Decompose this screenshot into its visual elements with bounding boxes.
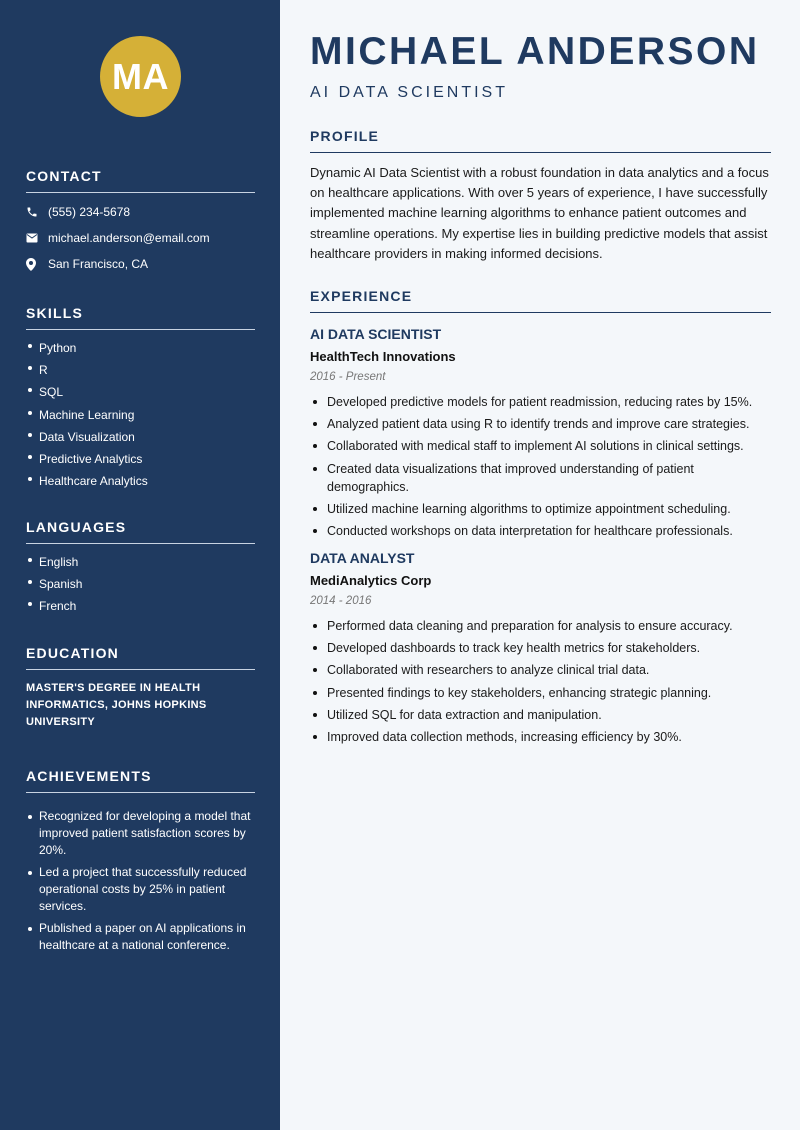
- list-item: Developed predictive models for patient readmission, reducing rates by 15%.: [310, 393, 771, 411]
- list-item: Utilized SQL for data extraction and manipulation.: [310, 706, 771, 724]
- list-item: Recognized for developing a model that improved patient satisfaction scores by 20%.: [26, 808, 255, 859]
- list-item: Python: [26, 337, 255, 359]
- job-title: AI DATA SCIENTIST: [310, 326, 442, 342]
- job-role: AI DATA SCIENTIST: [310, 84, 508, 101]
- experience-heading: EXPERIENCE: [310, 288, 771, 313]
- achievements-heading: ACHIEVEMENTS: [26, 768, 255, 793]
- job-dates: 2014 - 2016: [310, 594, 372, 607]
- profile-section: [310, 128, 771, 264]
- list-item: Healthcare Analytics: [26, 470, 255, 492]
- list-item: Utilized machine learning algorithms to optimize appointment scheduling.: [310, 500, 771, 518]
- contact-heading: CONTACT: [26, 168, 255, 193]
- job-entry: [310, 550, 771, 746]
- list-item: Data Visualization: [26, 426, 255, 448]
- list-item: French: [26, 595, 255, 617]
- job-bullets: [310, 393, 771, 540]
- contact-email: [26, 225, 255, 251]
- list-item: SQL: [26, 381, 255, 403]
- list-item: English: [26, 551, 255, 573]
- location-pin-icon: [26, 258, 48, 271]
- job-title: DATA ANALYST: [310, 549, 415, 566]
- list-item: Published a paper on AI applications in healthcare at a national conference.: [26, 920, 255, 954]
- phone-icon: [26, 206, 48, 218]
- page-title: MICHAEL ANDERSON: [310, 30, 760, 73]
- list-item: R: [26, 359, 255, 381]
- email-icon: [26, 233, 48, 243]
- skills-list: [26, 337, 255, 492]
- list-item: Machine Learning: [26, 404, 255, 426]
- list-item: Spanish: [26, 573, 255, 595]
- profile-text: Dynamic AI Data Scientist with a robust foundation in data analytics and a focus on healthcare applications. With over 5 years of experience, I have successfully implemented machine learning algorithms to enhance patient outcomes and streamline operations. My expertise lies in building predictive models that assist healthcare providers in making informed decisions.: [310, 165, 769, 261]
- languages-list: [26, 551, 255, 618]
- list-item: Developed dashboards to track key health metrics for stakeholders.: [310, 639, 771, 657]
- job-dates: 2016 - Present: [310, 371, 386, 383]
- education-section: [26, 645, 255, 731]
- list-item: Led a project that successfully reduced operational costs by 25% in patient services.: [26, 864, 255, 915]
- list-item: Collaborated with medical staff to implement AI solutions in clinical settings.: [310, 437, 771, 455]
- languages-section: [26, 519, 255, 618]
- list-item: Created data visualizations that improved understanding of patient demographics.: [310, 460, 771, 496]
- list-item: Collaborated with researchers to analyze clinical trial data.: [310, 661, 771, 679]
- languages-heading: LANGUAGES: [26, 519, 255, 544]
- sidebar: [0, 0, 280, 1130]
- contact-section: [26, 168, 255, 277]
- skills-heading: SKILLS: [26, 305, 255, 330]
- list-item: Analyzed patient data using R to identify trends and improve care strategies.: [310, 415, 771, 433]
- list-item: Presented findings to key stakeholders, enhancing strategic planning.: [310, 684, 771, 702]
- list-item: Predictive Analytics: [26, 448, 255, 470]
- job-bullets: [310, 617, 771, 746]
- contact-location: [26, 251, 255, 277]
- experience-section: [310, 288, 771, 750]
- company-name: MediAnalytics Corp: [310, 572, 432, 588]
- education-heading: EDUCATION: [26, 645, 255, 670]
- profile-heading: PROFILE: [310, 128, 771, 153]
- skills-section: [26, 305, 255, 492]
- contact-phone: [26, 199, 255, 225]
- job-entry: [310, 326, 771, 540]
- avatar: MA: [100, 36, 181, 117]
- list-item: Improved data collection methods, increasing efficiency by 30%.: [310, 728, 771, 746]
- achievements-section: [26, 768, 255, 959]
- location-text: San Francisco, CA: [48, 257, 149, 271]
- phone-text: (555) 234-5678: [48, 205, 131, 219]
- education-degree: MASTER'S DEGREE IN HEALTH INFORMATICS, JOHNS HOPKINS UNIVERSITY: [26, 682, 207, 728]
- achievements-list: [26, 808, 255, 954]
- company-name: HealthTech Innovations: [310, 349, 456, 364]
- email-text: michael.anderson@email.com: [48, 231, 210, 245]
- list-item: Performed data cleaning and preparation for analysis to ensure accuracy.: [310, 617, 771, 635]
- list-item: Conducted workshops on data interpretation for healthcare professionals.: [310, 522, 771, 540]
